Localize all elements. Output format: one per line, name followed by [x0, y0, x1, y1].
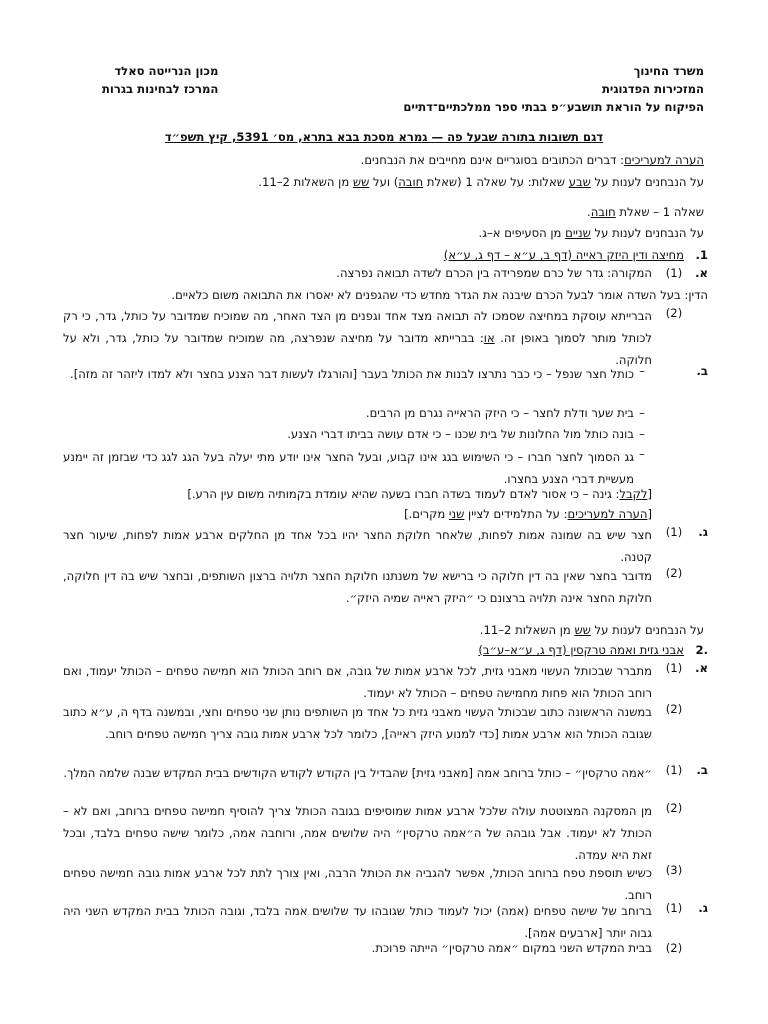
sub-number: (1) — [665, 661, 683, 675]
section-letter: א. — [695, 266, 708, 280]
section-letter: ב. — [696, 763, 708, 777]
general-instructions: על הנבחנים לענות על שבע שאלות: על שאלה 1 (שאלת חובה) ועל שש מן השאלות 2–11. — [258, 175, 704, 189]
q1-section-b-item3: – בונה כותל מול החלונות של בית שכנו – כי אדם עושה בביתו דברי הצנע. — [63, 426, 708, 446]
graders-note-text: : דברים הכתובים בסוגריים אינם מחייבים את הנבחנים. — [360, 153, 625, 167]
answer-text: במשנה הראשונה כתוב שבכותל העשוי מאבני גזית כל אחד מן השותפים נותן שני טפחים וחצי, ובמשנה בדף ה, ע״א כתוב שגובה הכותל הוא ארבע אמות [כדי למנוע היזק ראייה], כלומר לכל ארבע אמות גובה צריך חמישה טפחים רוחב. — [63, 705, 652, 741]
supervision-dept: הפיקוח על הוראת תושבע״פ בבתי ספר ממלכתיים־דתיים — [403, 100, 704, 115]
sub-number: (2) — [665, 941, 683, 955]
answer-text: הברייתא עוסקת במחיצה שסמכו לה תבואה מצד אחד וגפנים מן הצד האחר, מה שמוכיח שמדובר על כותל, גדר, כי רק לכותל מותר לסמוך באופן זה. או: בברייתא מדובר על מחיצה שנפרצה, מה שמוכיח שמדובר על כותל, גדר, ולא על חלוקה. — [63, 309, 652, 367]
ministry-name: משרד החינוך — [633, 64, 704, 78]
answer-text: בונה כותל מול החלונות של בית שכנו – כי אדם עושה בביתו דברי הצנע. — [287, 427, 634, 441]
answer-text: מתברר שבכותל העשוי מאבני גזית, לכל ארבע אמות של גובה, אם רוחב הכותל הוא חמישה טפחים – הכותל יעמוד, ואם רוחב הכותל הוא פחות מחמישה טפחים – הכותל לא יעמוד. — [63, 664, 652, 700]
q1-section-b-item4: – גג הסמוך לחצר חברו – כי השימוש בגג אינו קבוע, ובעל החצר אינו יודע מתי יעלה בעל הגג לגג כדי שבזמן זה יימנע מעשיית דברי הצנע בחצרו. — [63, 446, 708, 490]
graders-note-label: הערה למעריכים — [624, 153, 704, 167]
q1-section-c2 — [63, 565, 708, 609]
sub-number: (1) — [665, 525, 683, 539]
sub-number: (1) — [665, 266, 683, 280]
section-letter: ג. — [698, 525, 708, 539]
sub-number: (2) — [665, 702, 683, 716]
question-title: אבני גזית ואמה טרקסין (דף ג, ע״א–ע״ב) — [478, 643, 684, 657]
graders-note — [361, 152, 704, 168]
answer-text: מדובר בחצר שאין בה דין חלוקה כי ברישא של משנתנו חלוקת החצר תלויה ברצון השותפים, ובחצר שיש בה דין חלוקה, חלוקת החצר אינה תלויה ברצונם כי ״היזק ראייה שמיה היזק״. — [63, 569, 652, 605]
q1-section-b-item1 — [63, 363, 708, 407]
answer-text: ״אמה טרקסין״ – כותל ברוחב אמה [מאבני גזית] שהבדיל בין הקודש לקודש הקודשים בבית המקדש שבנה שלמה המלך. — [63, 766, 652, 780]
answer-text: ברוחב של שישה טפחים (אמה) יכול לעמוד כותל שגובהו עד שלושים אמה בלבד, וגובה הכותל בבית המקדש השני היה גבוה יותר [ארבעים אמה]. — [63, 904, 652, 940]
question-1-instructions: על הנבחנים לענות על שניים מן הסעיפים א–ג. — [478, 226, 704, 240]
question-2-title-row — [63, 642, 708, 660]
q2-section-b2 — [63, 800, 708, 866]
graders-note-inline: [הערה למעריכים: על התלמידים לציין שני מקרים.] — [404, 507, 652, 521]
answer-text: כשיש תוספת טפח ברוחב הכותל, אפשר להגביה את הכותל הרבה, ואין צורך לתת לכל ארבע אמות גובה חמישה טפחים רוחב. — [63, 866, 652, 902]
answer-text: בית שער ודלת לחצר – כי היזק הראייה נגרם מן הרבים. — [365, 406, 634, 420]
answer-text: המקורה: גדר של כרם שמפרידה בין הכרם לשדה תבואה נפרצה. — [336, 266, 652, 280]
sub-number: (2) — [665, 306, 683, 320]
sub-number: (2) — [665, 566, 683, 580]
question-1-title-row — [63, 247, 708, 265]
pedagogic-secretariat: המזכירות הפדגוגית — [602, 82, 704, 97]
section-letter: ב. — [696, 364, 708, 378]
q1-section-b-item2: – בית שער ודלת לחצר – כי היזק הראייה נגרם מן הרבים. — [63, 405, 708, 425]
institute-header — [102, 62, 218, 98]
q2-section-c2 — [63, 940, 708, 962]
section-letter: א. — [695, 661, 708, 675]
answer-text: כותל חצר שנפל – כי כבר נתרצו לבנות את הכותל בעבר [והורגלו לעשות דבר הצנע בחצר ולא למדו ליזהר זה מזה]. — [70, 367, 634, 381]
sub-number: (2) — [665, 801, 683, 815]
question-1-heading: שאלה 1 – שאלת חובה. — [587, 205, 704, 219]
answer-text: הדין: בעל השדה אומר לבעל הכרם שיבנה את הגדר מחדש כדי שהגפנים לא יאסרו את התבואה משום כלאיים. — [171, 288, 708, 302]
ministry-header — [403, 62, 704, 116]
question-title: מחיצה ודין היזק ראייה (דף ב, ע״א – דף ג, ע״א) — [443, 248, 684, 262]
question-2-instructions: על הנבחנים לענות על שש מן השאלות 2–11. — [479, 623, 704, 637]
section-letter: ג. — [698, 901, 708, 915]
q2-section-c1 — [63, 900, 708, 944]
sub-number: (1) — [665, 901, 683, 915]
q2-section-a1 — [63, 660, 708, 704]
answer-text: גג הסמוך לחצר חברו – כי השימוש בגג אינו קבוע, ובעל החצר אינו יודע מתי יעלה בעל הגג לגג כדי שבזמן זה יימנע מעשיית דברי הצנע בחצרו. — [63, 450, 634, 486]
answer-text: חצר שיש בה שמונה אמות לפחות, שלאחר חלוקת החצר יהיו בכל אחד מן החלקים ארבע אמות לפחות, שיעור חצר קטנה. — [63, 528, 652, 564]
q1-section-a1-ruling — [63, 287, 708, 305]
question-number: .2 — [695, 643, 708, 657]
q1-section-a2 — [63, 305, 708, 367]
institute-name: מכון הנרייטה סאלד — [114, 64, 219, 78]
answer-text: בבית המקדש השני במקום ״אמה טרקסין״ הייתה פרוכת. — [371, 941, 652, 955]
page-title: דגם תשובות בתורה שבעל פה — גמרא מסכת בבא בתרא, מס׳ 5391, קיץ תשפ״ד — [164, 130, 604, 144]
q1-section-b-graders-note — [63, 506, 708, 526]
sub-number: (3) — [665, 863, 683, 877]
sub-number: (1) — [665, 763, 683, 777]
bullet-dash: – — [639, 364, 645, 378]
exam-center-name: המרכז לבחינות בגרות — [102, 82, 219, 97]
answer-text: מן המסקנה המצוטטת עולה שלכל ארבע אמות שמוסיפים בגובה הכותל צריך להוסיף חמישה טפחים ברוחב, ואם לא – הכותל לא יעמוד. אבל גובהה של ה״אמה טרקסין״ היה שלושים אמה, ורוחבה אמה, כלומר שישה טפחים בלבד, ובכל זאת היא עמדה. — [63, 804, 652, 862]
accept-note: [לקבל: גינה – כי אסור לאדם לעמוד בשדה חברו בשעה שהיא עומדת בקמותיה משום עין הרע.] — [187, 487, 652, 501]
q2-section-a2 — [63, 701, 708, 767]
question-number: 1. — [695, 248, 708, 262]
q1-section-b-accept — [63, 486, 708, 506]
q1-section-c1 — [63, 524, 708, 568]
